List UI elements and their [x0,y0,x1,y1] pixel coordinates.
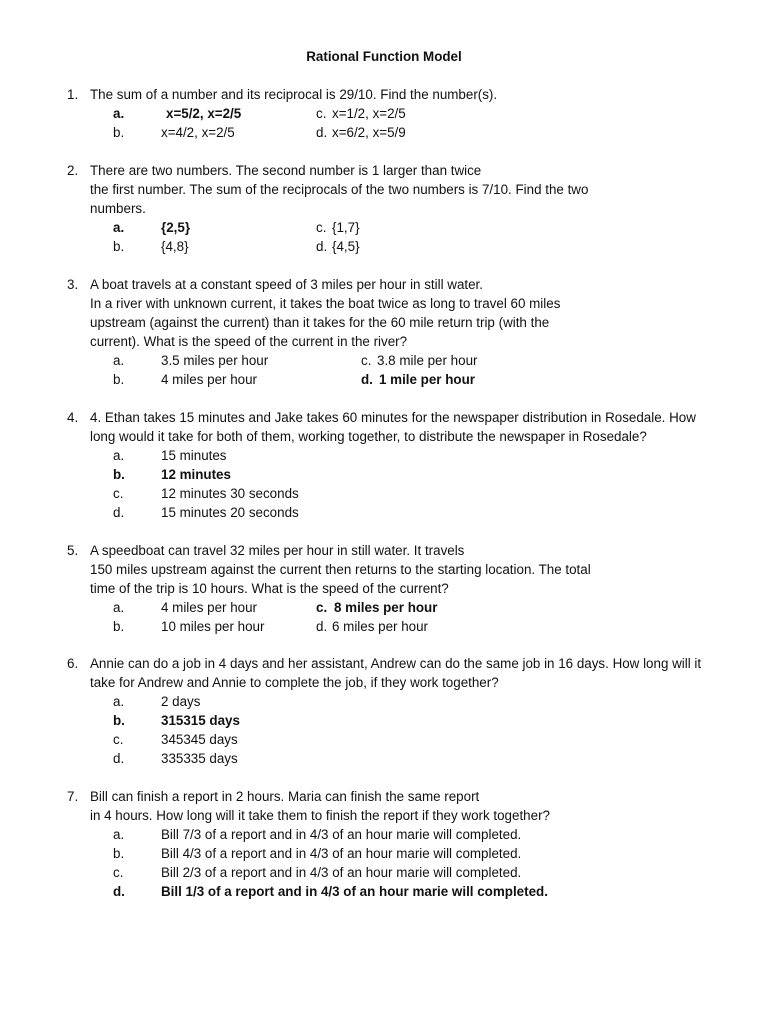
question-text-line: upstream (against the current) than it takes for the 60 mile return trip (with the [90,315,550,330]
option-text-d: 6 miles per hour [332,619,429,634]
option-text-c: {1,7} [332,220,360,235]
option-text-b: {4,8} [161,239,189,254]
option-text-a: 3.5 miles per hour [161,353,269,368]
option-label-c: c. [113,732,124,747]
option-label-c: c. [361,353,372,368]
option-label-a: a. [113,694,125,709]
option-text-c: 345345 days [161,732,238,747]
question-text-line: long would it take for both of them, working together, to distribute the newspaper in Rosedale? [90,429,647,444]
option-label-b: b. [113,467,125,482]
option-text-b: 4 miles per hour [161,372,258,387]
option-label-c: c. [316,106,327,121]
option-text-a: 15 minutes [161,448,227,463]
question-number: 6. [67,656,79,671]
option-text-c: 3.8 mile per hour [377,353,478,368]
question-text-line: 150 miles upstream against the current then returns to the starting location. The total [90,562,591,577]
question-text-line: numbers. [90,201,146,216]
question-text-line: 4. Ethan takes 15 minutes and Jake takes 60 minutes for the newspaper distribution in Rosedale. How [90,410,696,425]
option-label-d: d. [113,751,125,766]
option-text-a: Bill 7/3 of a report and in 4/3 of an hour marie will completed. [161,827,522,842]
question-text-line: take for Andrew and Annie to complete the job, if they work together? [90,675,499,690]
option-text-d: 335335 days [161,751,238,766]
question-text-line: In a river with unknown current, it takes the boat twice as long to travel 60 miles [90,296,561,311]
option-label-a: a. [113,600,125,615]
option-label-a: a. [113,353,125,368]
option-text-c: 8 miles per hour [334,600,438,615]
option-text-d: x=6/2, x=5/9 [332,125,406,140]
option-label-b: b. [113,619,125,634]
question-text-line: There are two numbers. The second number is 1 larger than twice [90,163,482,178]
option-text-b: x=4/2, x=2/5 [161,125,235,140]
option-text-d: 15 minutes 20 seconds [161,505,299,520]
question-number: 1. [67,87,79,102]
option-label-c: c. [316,600,328,615]
option-label-c: c. [113,865,124,880]
option-label-d: d. [316,619,328,634]
option-text-b: 315315 days [161,713,240,728]
option-text-d: {4,5} [332,239,360,254]
option-text-d: 1 mile per hour [379,372,475,387]
option-label-d: d. [316,239,328,254]
option-label-d: d. [113,505,125,520]
question-number: 2. [67,163,79,178]
question-text-line: The sum of a number and its reciprocal is 29/10. Find the number(s). [90,87,498,102]
question-text-line: A boat travels at a constant speed of 3 miles per hour in still water. [90,277,484,292]
option-label-b: b. [113,239,125,254]
option-label-a: a. [113,220,125,235]
option-text-c: x=1/2, x=2/5 [332,106,406,121]
page-title: Rational Function Model [306,49,462,64]
question-number: 4. [67,410,79,425]
option-text-c: 12 minutes 30 seconds [161,486,299,501]
option-label-c: c. [316,220,327,235]
option-text-b: 10 miles per hour [161,619,265,634]
option-label-a: a. [113,106,125,121]
option-text-a: 4 miles per hour [161,600,258,615]
option-label-c: c. [113,486,124,501]
option-label-b: b. [113,125,125,140]
question-text-line: current). What is the speed of the current in the river? [90,334,408,349]
option-label-a: a. [113,448,125,463]
question-text-line: the first number. The sum of the reciprocals of the two numbers is 7/10. Find the two [90,182,589,197]
option-text-b: Bill 4/3 of a report and in 4/3 of an hour marie will completed. [161,846,522,861]
question-number: 7. [67,789,79,804]
option-label-b: b. [113,713,125,728]
question-text-line: Annie can do a job in 4 days and her assistant, Andrew can do the same job in 16 days. How long will it [90,656,702,671]
question-number: 5. [67,543,79,558]
option-text-a: x=5/2, x=2/5 [166,106,242,121]
option-label-b: b. [113,372,125,387]
option-label-d: d. [316,125,328,140]
question-text-line: time of the trip is 10 hours. What is the speed of the current? [90,581,449,596]
option-label-d: d. [113,884,125,899]
option-text-a: 2 days [161,694,201,709]
question-text-line: in 4 hours. How long will it take them to finish the report if they work together? [90,808,550,823]
option-label-a: a. [113,827,125,842]
question-text-line: Bill can finish a report in 2 hours. Maria can finish the same report [90,789,480,804]
option-text-c: Bill 2/3 of a report and in 4/3 of an hour marie will completed. [161,865,522,880]
question-number: 3. [67,277,79,292]
option-text-a: {2,5} [161,220,191,235]
option-text-b: 12 minutes [161,467,231,482]
option-text-d: Bill 1/3 of a report and in 4/3 of an hour marie will completed. [161,884,548,899]
question-text-line: A speedboat can travel 32 miles per hour in still water. It travels [90,543,465,558]
option-label-b: b. [113,846,125,861]
option-label-d: d. [361,372,373,387]
